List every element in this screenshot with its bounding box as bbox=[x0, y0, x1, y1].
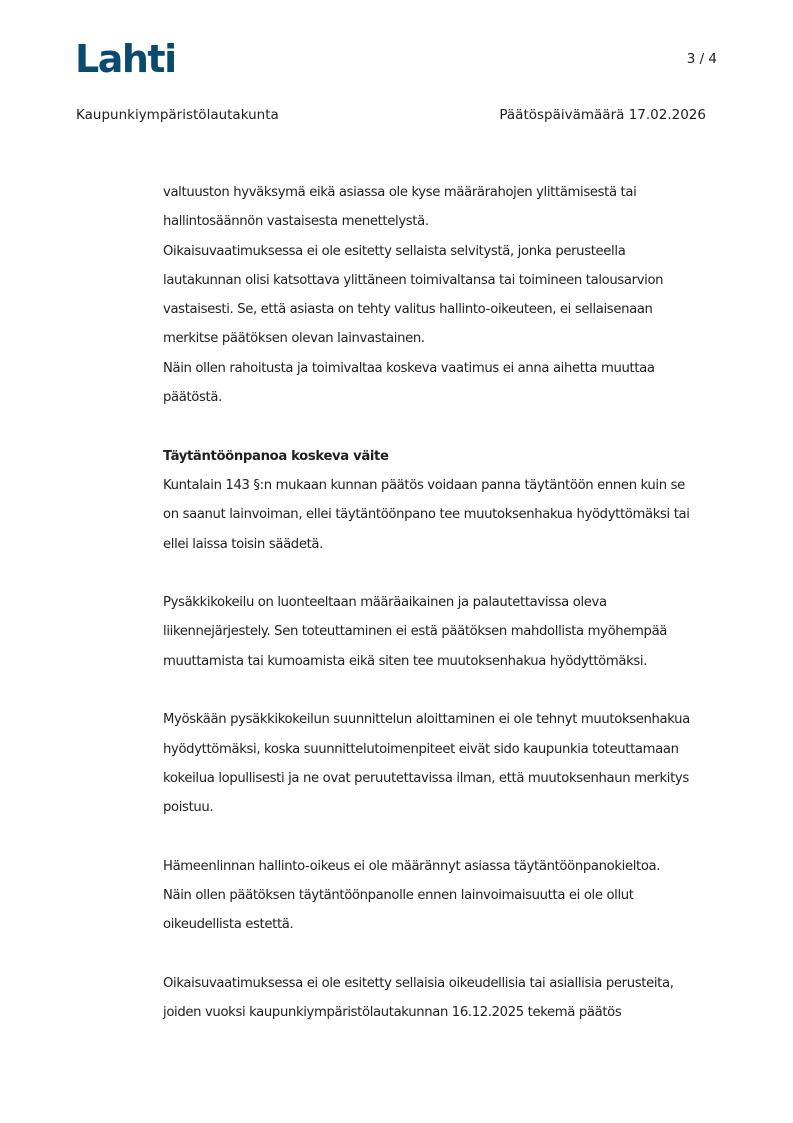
body-text-line: on saanut lainvoiman, ellei täytäntöönpano tee muutoksenhakua hyödyttömäksi tai bbox=[163, 507, 690, 523]
paragraph-gap bbox=[163, 412, 733, 441]
paragraph-gap bbox=[163, 676, 733, 705]
body-text-line: vastaisesti. Se, että asiasta on tehty valitus hallinto-oikeuteen, ei sellaisenaan bbox=[163, 302, 653, 318]
paragraph-gap bbox=[163, 940, 733, 969]
body-text-line: oikeudellista estettä. bbox=[163, 917, 294, 933]
body-text-line: päätöstä. bbox=[163, 390, 222, 406]
paragraph-gap bbox=[163, 823, 733, 852]
body-text-line: Oikaisuvaatimuksessa ei ole esitetty sellaisia oikeudellisia tai asiallisia perusteita, bbox=[163, 976, 674, 992]
body-text-line: Näin ollen päätöksen täytäntöönpanolle ennen lainvoimaisuutta ei ole ollut bbox=[163, 888, 634, 904]
section-heading: Täytäntöönpanoa koskeva väite bbox=[163, 448, 389, 464]
body-text-line: lautakunnan olisi katsottava ylittäneen toimivaltansa tai toimineen talousarvion bbox=[163, 272, 664, 288]
body-text-line: muuttamista tai kumoamista eikä siten tee muutoksenhakua hyödyttömäksi. bbox=[163, 653, 648, 669]
body-text-line: hallintosäännön vastaisesta menettelystä. bbox=[163, 214, 429, 230]
decision-date: Päätöspäivämäärä 17.02.2026 bbox=[499, 107, 706, 123]
body-text-line: kokeilua lopullisesti ja ne ovat peruutettavissa ilman, että muutoksenhaun merkitys bbox=[163, 770, 689, 786]
body-text-line: Kuntalain 143 §:n mukaan kunnan päätös voidaan panna täytäntöön ennen kuin se bbox=[163, 477, 685, 493]
body-text-line: joiden vuoksi kaupunkiympäristölautakunnan 16.12.2025 tekemä päätös bbox=[163, 1005, 622, 1021]
body-text-line: hyödyttömäksi, koska suunnittelutoimenpiteet eivät sido kaupunkia toteuttamaan bbox=[163, 741, 679, 757]
lahti-logo: Lahti bbox=[75, 37, 176, 81]
body-text-line: valtuuston hyväksymä eikä asiassa ole kyse määrärahojen ylittämisestä tai bbox=[163, 185, 637, 200]
body-text-line: Myöskään pysäkkikokeilun suunnittelun aloittaminen ei ole tehnyt muutoksenhakua bbox=[163, 712, 690, 728]
body-text-line: merkitse päätöksen olevan lainvastainen. bbox=[163, 331, 425, 347]
paragraph-gap bbox=[163, 559, 733, 588]
body-text-line: Näin ollen rahoitusta ja toimivaltaa koskeva vaatimus ei anna aihetta muuttaa bbox=[163, 360, 655, 376]
document-body bbox=[163, 178, 733, 1028]
body-text-line: liikennejärjestely. Sen toteuttaminen ei estä päätöksen mahdollista myöhempää bbox=[163, 624, 668, 640]
page-number: 3 / 4 bbox=[686, 51, 717, 67]
body-text-line: Oikaisuvaatimuksessa ei ole esitetty sellaista selvitystä, jonka perusteella bbox=[163, 243, 626, 259]
department-name: Kaupunkiympäristölautakunta bbox=[76, 107, 279, 123]
body-text-line: Hämeenlinnan hallinto-oikeus ei ole määrännyt asiassa täytäntöönpanokieltoa. bbox=[163, 858, 661, 874]
body-text-line: ellei laissa toisin säädetä. bbox=[163, 536, 323, 552]
body-text-line: poistuu. bbox=[163, 800, 214, 816]
body-text-line: Pysäkkikokeilu on luonteeltaan määräaikainen ja palautettavissa oleva bbox=[163, 595, 607, 611]
